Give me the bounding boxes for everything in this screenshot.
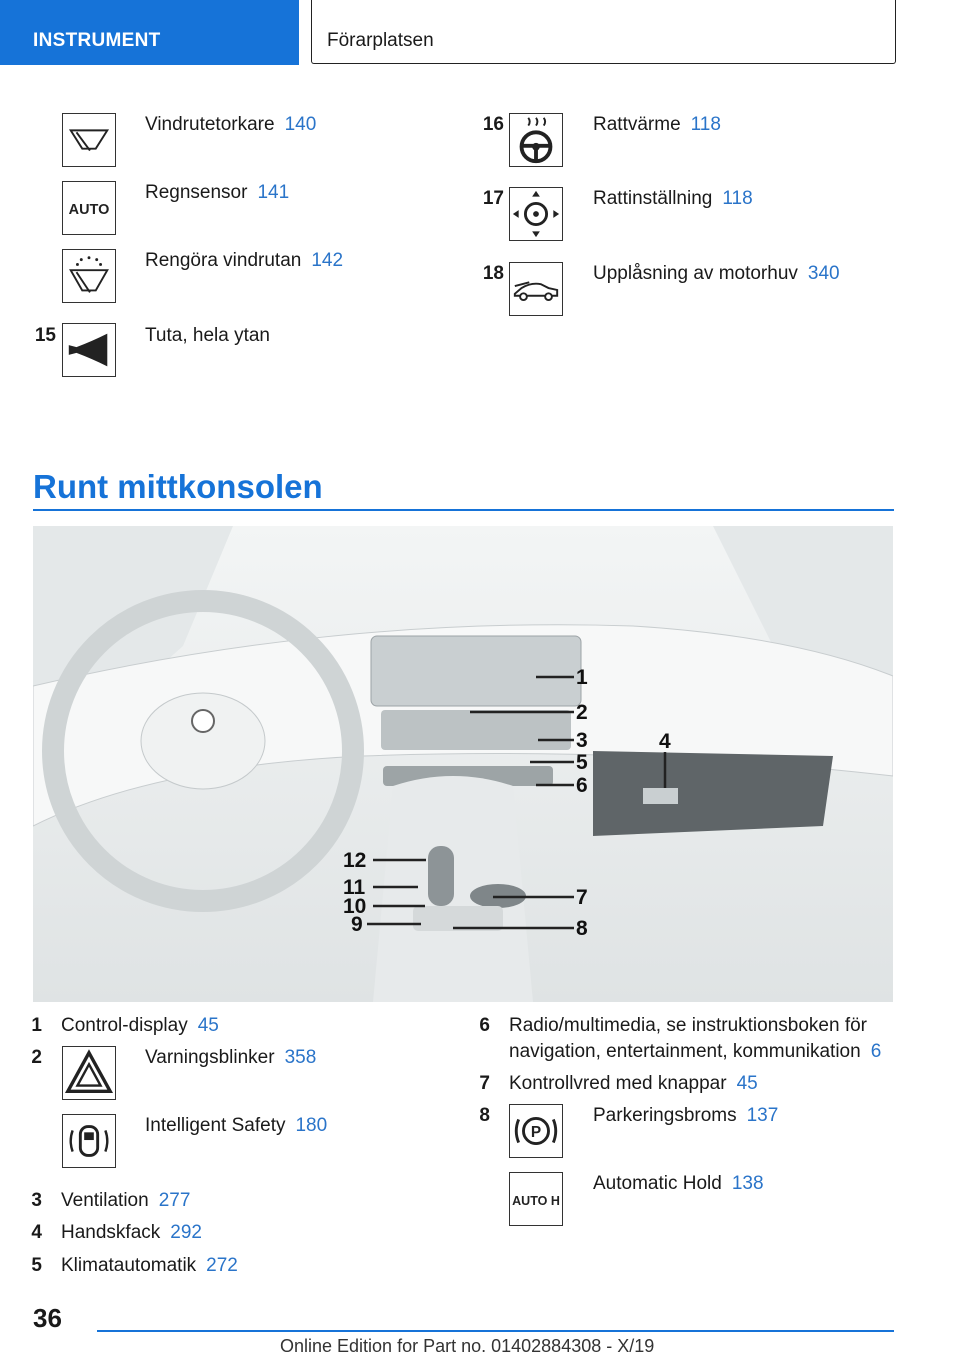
item-label: Parkeringsbroms 137 [593,1105,779,1126]
callout-9: 9 [351,913,363,936]
item-number: 17 [482,188,504,209]
item-label: Regnsensor 141 [145,182,290,203]
item-label: Varningsblinker 358 [145,1047,317,1068]
item-number: 8 [479,1105,490,1126]
item-label: Automatic Hold 138 [593,1173,764,1194]
page-link[interactable]: 45 [197,1015,219,1036]
item-label: Control-display 45 [61,1015,219,1036]
callout-7: 7 [576,886,588,909]
item-number: 7 [479,1073,490,1094]
item-number: 4 [31,1222,42,1243]
item-label: Rengöra vindrutan 142 [145,250,344,271]
item-label-continued: navigation, entertainment, kommunikation 6 [509,1041,882,1062]
item-number: 18 [482,263,504,284]
item-label: Rattvärme 118 [593,114,721,135]
wiper-icon [62,113,116,167]
callout-3: 3 [576,729,588,752]
item-number: 1 [31,1015,42,1036]
page-link[interactable]: 118 [690,114,721,135]
page-link[interactable]: 272 [206,1255,238,1276]
item-label: Rattinställning 118 [593,188,753,209]
svg-text:AUTO H: AUTO H [512,1193,560,1208]
page-link[interactable]: 118 [722,188,753,209]
item-label: Tuta, hela ytan [145,325,270,346]
item-number: 2 [31,1047,42,1068]
steering-adjust-icon [509,187,563,241]
page-link[interactable]: 277 [158,1190,191,1211]
header-section-title: INSTRUMENT [33,30,161,51]
callout-4: 4 [659,730,671,753]
page-link[interactable]: 140 [284,114,317,135]
page-link[interactable]: 340 [807,263,840,284]
page-link[interactable]: 142 [311,250,344,271]
hazard-icon [62,1046,116,1100]
item-number: 3 [31,1190,42,1211]
item-label: Upplåsning av motorhuv 340 [593,263,840,284]
item-label: Radio/multimedia, se instruktionsboken för [509,1015,868,1036]
item-label: Vindrutetorkare 140 [145,114,317,135]
auto-text-icon [62,181,116,235]
page-link[interactable]: 180 [295,1115,328,1136]
callout-8: 8 [576,917,588,940]
page-link[interactable]: 137 [746,1105,779,1126]
auto-h-icon [509,1172,563,1226]
page-link[interactable]: 358 [284,1047,317,1068]
callout-10: 10 [343,895,367,918]
page-link[interactable]: 292 [170,1222,202,1243]
section-title: Runt mittkonsolen [33,468,323,505]
item-label: Kontrollvred med knappar 45 [509,1073,758,1094]
callout-12: 12 [343,849,367,872]
page-link[interactable]: 45 [736,1073,758,1094]
item-label: Intelligent Safety 180 [145,1115,328,1136]
item-label: Klimatautomatik 272 [61,1255,238,1276]
center-console-photo [33,526,893,1002]
safety-icon [62,1114,116,1168]
footer-edition: Online Edition for Part no. 01402884308 - X/19 [280,1336,655,1356]
washer-icon [62,249,116,303]
page-number: 36 [33,1303,62,1333]
horn-icon [62,323,116,377]
callout-2: 2 [576,701,588,724]
header-subsection-box [311,0,896,64]
section-divider [33,509,894,511]
svg-text:P: P [530,1123,542,1141]
callout-6: 6 [576,774,588,797]
item-label: Ventilation 277 [61,1190,191,1211]
callout-11: 11 [343,876,366,899]
item-number: 6 [479,1015,490,1036]
header-subsection-title: Förarplatsen [327,30,434,51]
callout-1: 1 [576,666,588,689]
parking-brake-icon [509,1104,563,1158]
svg-text:AUTO: AUTO [68,201,110,218]
item-number: 15 [34,325,56,346]
callout-5: 5 [576,751,588,774]
page-link[interactable]: 138 [731,1173,764,1194]
item-number: 5 [31,1255,42,1276]
dashboard-illustration [33,526,893,1002]
page-link[interactable]: 6 [870,1041,882,1062]
hood-icon [509,262,563,316]
steering-heat-icon [509,113,563,167]
footer-divider [97,1330,894,1332]
header-section-tab [0,0,299,65]
item-label: Handskfack 292 [61,1222,202,1243]
item-number: 16 [482,114,504,135]
page-link[interactable]: 141 [257,182,290,203]
